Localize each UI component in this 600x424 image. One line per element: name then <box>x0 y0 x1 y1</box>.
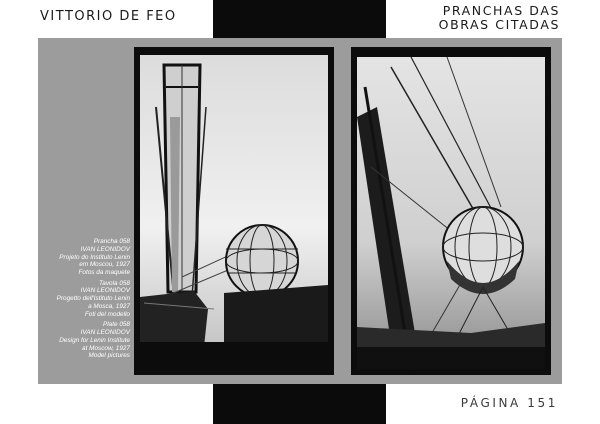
caption-project: Projeto do Instituto Lenin <box>59 253 130 261</box>
caption-plate-number: Tavola 058 <box>98 279 130 287</box>
caption-place-year: a Mosca, 1927 <box>88 302 130 310</box>
caption-architect: IVAN LEONIDOV <box>80 287 130 295</box>
caption-plate-number: Prancha 058 <box>93 238 130 245</box>
section-title <box>439 4 560 32</box>
caption-project: Design for Lenin Institute <box>59 336 130 344</box>
model-photo-right <box>351 47 551 375</box>
page-number: PÁGINA 151 <box>460 396 558 410</box>
caption-italian <box>42 280 130 319</box>
caption-block <box>42 238 130 363</box>
caption-place-year: em Moscou, 1927 <box>79 261 130 269</box>
caption-architect: IVAN LEONIDOV <box>80 328 130 336</box>
caption-place-year: at Moscow, 1927 <box>82 344 130 352</box>
model-photo-left <box>134 47 334 375</box>
caption-english <box>42 321 130 360</box>
caption-plate-number: Plate 058 <box>102 321 130 329</box>
section-title-line-2: OBRAS CITADAS <box>438 17 560 32</box>
caption-architect: IVAN LEONIDOV <box>80 245 130 253</box>
caption-project: Progetto dell'Istituto Lenin <box>56 295 130 303</box>
caption-description: Foti del modello <box>84 310 130 318</box>
author-name: VITTORIO DE FEO <box>40 9 177 24</box>
caption-description: Model pictures <box>88 352 130 360</box>
caption-portuguese <box>42 238 130 277</box>
caption-description: Fotos da maquete <box>78 269 130 277</box>
section-title-line-1: PRANCHAS DAS <box>442 3 560 18</box>
plate-panel <box>38 38 562 384</box>
